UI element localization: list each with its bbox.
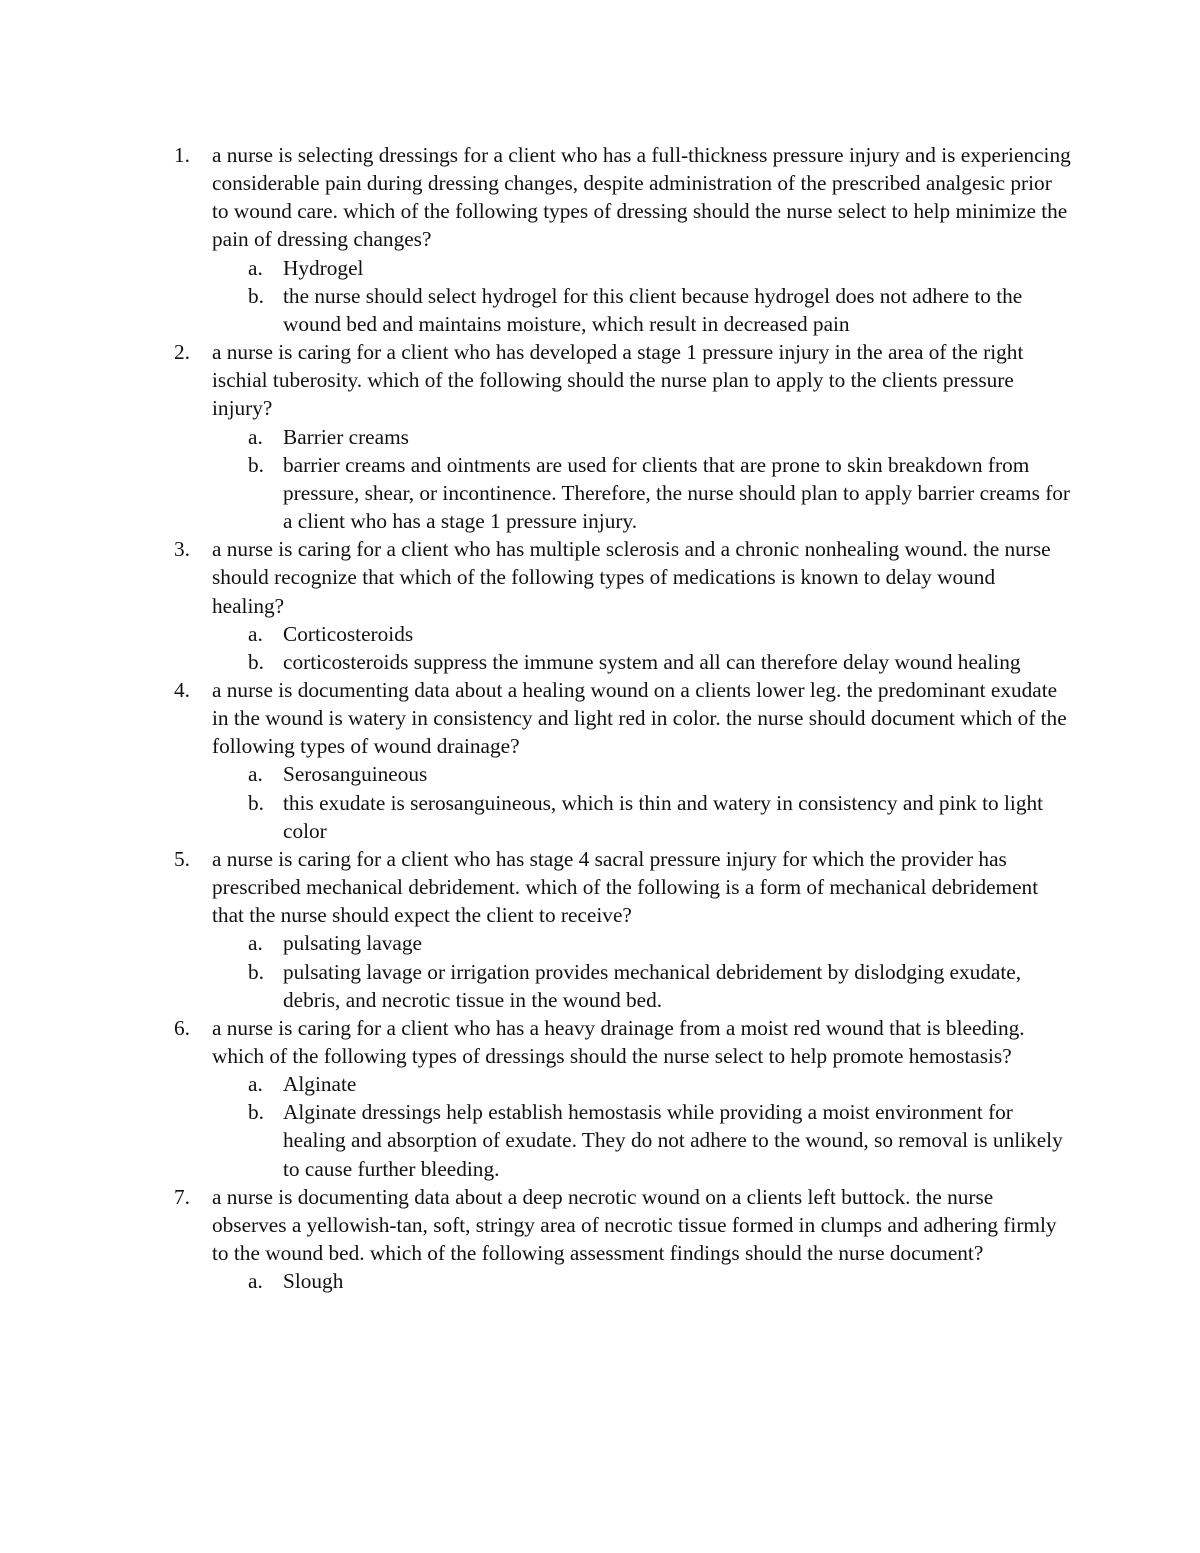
answer-letter: a. [248,762,263,787]
answer-item [248,648,1072,676]
question-number: 7. [174,1184,190,1209]
answer-text: pulsating lavage or irrigation provides mechanical debridement by dislodging exudate, debris, and necrotic tissue in the wound bed. [283,959,1022,1012]
answer-item [248,282,1072,338]
answer-item [248,1098,1072,1182]
answer-text: Barrier creams [283,424,409,449]
question-item [174,535,1072,676]
answer-letter: a. [248,621,263,646]
answer-item [248,620,1072,648]
answer-letter: a. [248,1269,263,1294]
answer-text: Alginate dressings help establish hemostasis while providing a moist environment for healing and absorption of exudate. They do not adhere to the wound, so removal is unlikely to cause further bleeding. [283,1100,1063,1181]
answer-list [212,620,1072,676]
question-text: a nurse is caring for a client who has stage 4 sacral pressure injury for which the provider has prescribed mechanical debridement. which of the following is a form of mechanical debridement that the nurse should expect the client to receive? [212,846,1039,928]
answer-text: Slough [283,1269,344,1294]
question-text: a nurse is selecting dressings for a client who has a full-thickness pressure injury and is experiencing considerable pain during dressing changes, despite administration of the prescribed analgesic prior to wound care. which of the following types of dressing should the nurse select to help minimize the pain of dressing changes? [212,143,1071,252]
question-item [174,1014,1072,1183]
answer-item [248,423,1072,451]
answer-list [212,929,1072,1013]
question-item [174,338,1072,535]
answer-list [212,1070,1072,1183]
question-text: a nurse is caring for a client who has multiple sclerosis and a chronic nonhealing wound. the nurse should recognize that which of the following types of medications is known to delay wound healing? [212,537,1051,618]
answer-item [248,789,1072,845]
question-item [174,141,1072,338]
question-number: 3. [174,537,190,562]
answer-text: Alginate [283,1072,357,1097]
answer-item [248,1070,1072,1098]
question-text: a nurse is caring for a client who has developed a stage 1 pressure injury in the area of the right ischial tuberosity. which of the following should the nurse plan to apply to the clients pressure injury? [212,340,1024,421]
answer-letter: a. [248,931,263,956]
answer-item [248,1267,1072,1295]
answer-text: Hydrogel [283,255,364,280]
question-list [174,141,1072,1295]
answer-list [212,254,1072,338]
answer-letter: a. [248,424,263,449]
question-item [174,845,1072,1014]
question-text: a nurse is documenting data about a healing wound on a clients lower leg. the predominant exudate in the wound is watery in consistency and light red in color. the nurse should document which of the following types of wound drainage? [212,677,1067,759]
answer-list [212,1267,1072,1295]
answer-item [248,929,1072,957]
question-item [174,1183,1072,1296]
answer-list [212,760,1072,844]
answer-text: barrier creams and ointments are used for clients that are prone to skin breakdown from pressure, shear, or incontinence. Therefore, the nurse should plan to apply barrier creams for a client who has a stage 1 pressure injury. [283,452,1071,534]
question-number: 5. [174,846,190,871]
answer-item [248,958,1072,1014]
question-number: 4. [174,677,190,702]
question-number: 1. [174,143,190,167]
question-text: a nurse is documenting data about a deep necrotic wound on a clients left buttock. the nurse observes a yellowish-tan, soft, stringy area of necrotic tissue formed in clumps and adhering firmly to the wound bed. which of the following assessment findings should the nurse document? [212,1184,1057,1266]
question-number: 6. [174,1015,190,1040]
answer-item [248,451,1072,535]
answer-text: pulsating lavage [283,931,422,956]
answer-item [248,254,1072,282]
answer-text: corticosteroids suppress the immune system and all can therefore delay wound healing [283,649,1021,674]
answer-letter: b. [248,790,264,815]
question-number: 2. [174,340,190,365]
answer-text: this exudate is serosanguineous, which is thin and watery in consistency and pink to light color [283,790,1044,843]
answer-letter: b. [248,959,264,984]
answer-letter: b. [248,1100,264,1125]
answer-letter: b. [248,283,264,308]
answer-text: Corticosteroids [283,621,414,646]
question-item [174,676,1072,845]
answer-text: the nurse should select hydrogel for this client because hydrogel does not adhere to the wound bed and maintains moisture, which result in decreased pain [283,283,1023,336]
answer-letter: b. [248,452,264,477]
answer-list [212,423,1072,536]
answer-letter: a. [248,255,263,280]
answer-text: Serosanguineous [283,762,428,787]
answer-letter: b. [248,649,264,674]
answer-letter: a. [248,1072,263,1097]
answer-item [248,760,1072,788]
question-text: a nurse is caring for a client who has a heavy drainage from a moist red wound that is bleeding. which of the following types of dressings should the nurse select to help promote hemostasis? [212,1015,1025,1068]
